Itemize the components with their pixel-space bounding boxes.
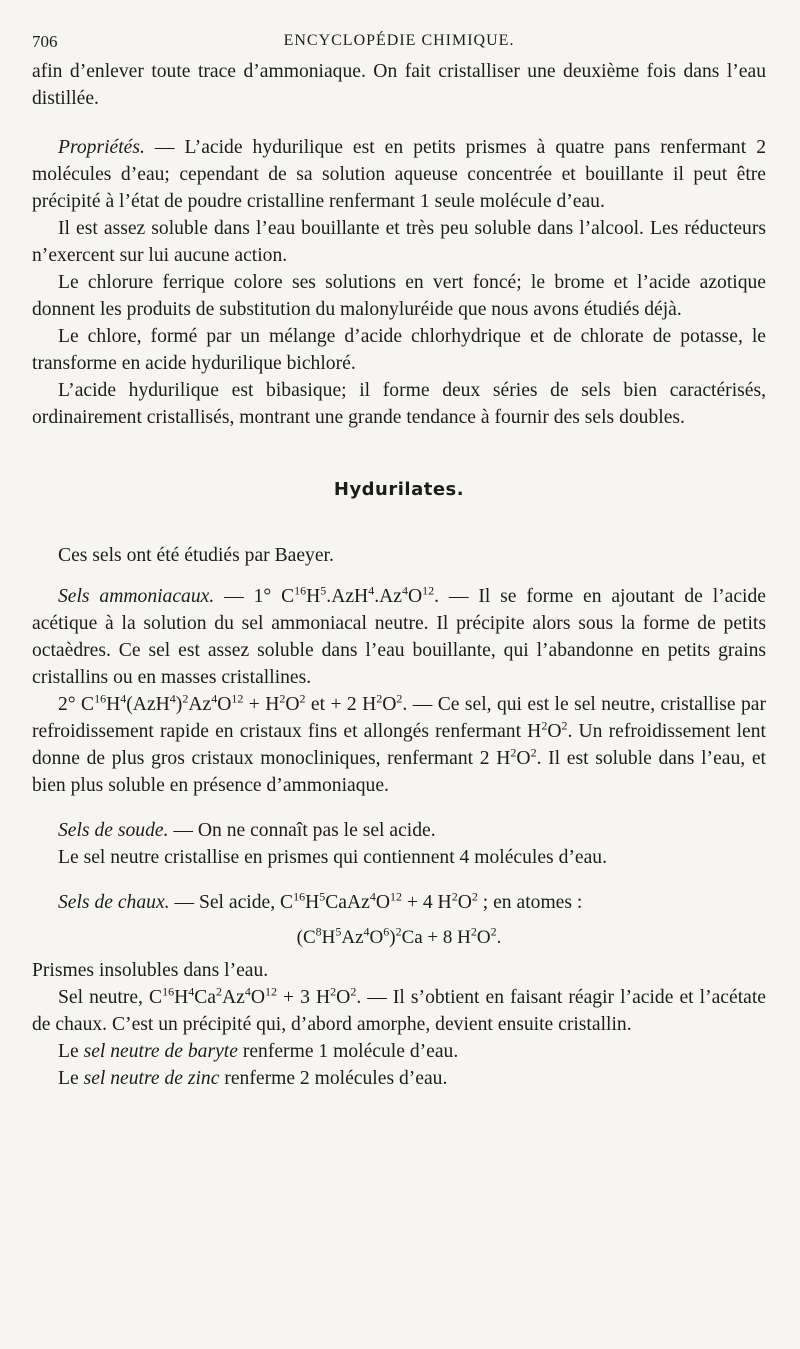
paragraph-sel-neutre-chaux: Sel neutre, $C^{16}H^4Ca^2Az^4O^{12} + 3$ $H^2O^2$. — Il s’obtient en faisant réagir l’acide et l’acétate de chaux. C’est un précipité qui, d’abord amorphe, devient ensuite cristallin. bbox=[32, 984, 766, 1035]
paragraph-zinc: Le sel neutre de zinc renferme 2 molécules d’eau. bbox=[58, 1068, 448, 1089]
paragraph-solubilite: Il est assez soluble dans l’eau bouillante et très peu soluble dans l’alcool. Les réducteurs n’exercent sur lui aucune action. bbox=[32, 218, 766, 266]
paragraph-sels-de-soude: Sels de soude. — On ne connaît pas le sel acide. bbox=[58, 820, 436, 841]
paragraph-proprietes: Propriétés. — L’acide hydurilique est en petits prismes à quatre pans renfermant 2 molécules d’eau; cependant de sa solution aqueuse concentrée et bouillante il peut être précipité à l’état de poudre cristalline renfermant 1 seule molécule d’eau. bbox=[32, 137, 766, 212]
paragraph-sels-ammoniacaux: Sels ammoniacaux. — 1° $C^{16}H^5.AzH^4.Az^4O^{12}$. — Il se forme en ajoutant de l’acide acétique à la solution du sel ammoniacal neutre. Il précipite alors sous la forme de petits octaèdres. Ce sel est assez soluble dans l’eau bouillante, qui l’abandonne en petits grains cristallins ou en masses cristallines. bbox=[32, 583, 766, 688]
paragraph-soude-neutre: Le sel neutre cristallise en prismes qui contiennent 4 molécules d’eau. bbox=[58, 847, 607, 868]
running-header bbox=[32, 28, 766, 58]
proprietes-label: Propriétés. bbox=[58, 137, 145, 158]
formula-atomes: $(C^8H^5Az^4O^6)^2Ca + 8$ $H^2O^2$. bbox=[296, 924, 502, 948]
paragraph-baeyer: Ces sels ont été étudiés par Baeyer. bbox=[58, 545, 334, 566]
paragraph-sels-de-chaux: Sels de chaux. — Sel acide, $C^{16}H^5CaAz^4O^{12} + 4$ $H^2O^2$ ; en atomes : bbox=[58, 889, 583, 913]
page-number: 706 bbox=[32, 32, 58, 51]
paragraph-prismes: Prismes insolubles dans l’eau. bbox=[32, 960, 269, 981]
document-page bbox=[32, 28, 766, 1092]
paragraph-chlorure: Le chlorure ferrique colore ses solutions en vert foncé; le brome et l’acide azotique donnent les produits de substitution du malonyluréide que nous avons étudiés déjà. bbox=[32, 272, 766, 320]
paragraph-bibasique: L’acide hydurilique est bibasique; il forme deux séries de sels bien caractérisés, ordinairement cristallisés, montrant une grande tendance à fournir des sels doubles. bbox=[32, 380, 766, 428]
paragraph-continuation: afin d’enlever toute trace d’ammoniaque. On fait cristalliser une deuxième fois dans l’eau distillée. bbox=[32, 61, 766, 109]
section-heading: Hydurilates. bbox=[333, 479, 465, 500]
running-title: ENCYCLOPÉDIE CHIMIQUE. bbox=[283, 32, 515, 49]
paragraph-chlore: Le chlore, formé par un mélange d’acide chlorhydrique et de chlorate de potasse, le transforme en acide hydurilique bichloré. bbox=[32, 326, 766, 374]
paragraph-sel-neutre-ammoniacal: 2° $C^{16}H^4(AzH^4)^2Az^4O^{12} + H^2O^2$ et + 2 $H^2O^2$. — Ce sel, qui est le sel neutre, cristallise par refroidissement rapide en cristaux fins et allongés renfermant $H^2O^2$. Un refroidissement lent donne de plus gros cristaux monocliniques, renfermant 2 $H^2O^2$. Il est soluble dans l’eau, et bien plus soluble en présence d’ammoniaque. bbox=[32, 691, 767, 796]
paragraph-baryte: Le sel neutre de baryte renferme 1 molécule d’eau. bbox=[58, 1041, 459, 1062]
